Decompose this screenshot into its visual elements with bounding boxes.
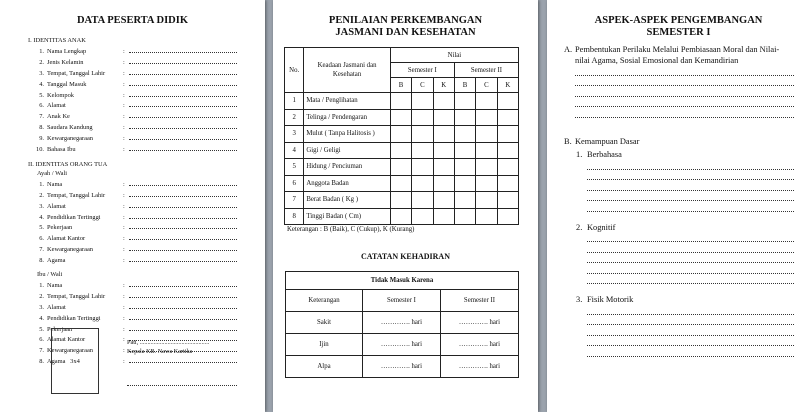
grade-header: B (454, 78, 475, 93)
absence-sem2[interactable]: …………. hari (441, 356, 519, 378)
grade-cell[interactable] (497, 109, 518, 126)
grade-header: K (497, 78, 518, 93)
grade-cell[interactable] (454, 208, 475, 225)
field-blank[interactable] (129, 222, 237, 229)
col-abs-semester-2: Semester II (441, 290, 519, 312)
item-lines[interactable] (587, 232, 794, 285)
field-label: Pekerjaan (47, 325, 73, 333)
field-number: 3. (39, 69, 44, 77)
field-number: 8. (39, 257, 44, 265)
field-label: Alamat (47, 303, 66, 311)
grade-cell[interactable] (454, 93, 475, 110)
catatan-kehadiran-title: CATATAN KEHADIRAN (361, 252, 450, 261)
field-blank[interactable] (129, 201, 237, 208)
field-row (28, 280, 237, 291)
table-row (285, 109, 519, 126)
grade-cell[interactable] (497, 142, 518, 159)
field-row (28, 244, 237, 255)
grade-cell[interactable] (412, 208, 433, 225)
grade-cell[interactable] (454, 109, 475, 126)
absence-reason: Alpa (286, 356, 363, 378)
section-b (564, 137, 794, 146)
field-number: 1. (39, 281, 44, 289)
field-row (28, 313, 237, 324)
grade-cell[interactable] (412, 192, 433, 209)
grade-cell[interactable] (390, 93, 411, 110)
col-abs-semester-1: Semester I (363, 290, 441, 312)
row-number: 8 (285, 208, 304, 225)
absence-header: Tidak Masuk Karena (286, 272, 519, 290)
field-number: 5. (39, 325, 44, 333)
identitas-anak-fields (28, 46, 237, 155)
field-label: Kewarganegaraan (47, 135, 94, 143)
row-number: 4 (285, 142, 304, 159)
field-blank[interactable] (129, 90, 237, 97)
field-label: Nama (47, 281, 63, 289)
row-number: 3 (285, 126, 304, 143)
field-blank[interactable] (129, 255, 237, 262)
field-label: Tempat, Tanggal Lahir (47, 191, 106, 199)
page-data-peserta-didik (0, 0, 265, 412)
field-colon: : (123, 202, 125, 210)
grade-cell[interactable] (454, 126, 475, 143)
field-number: 7. (39, 113, 44, 121)
grade-cell[interactable] (390, 126, 411, 143)
row-number: 1 (285, 93, 304, 110)
photo-label: 3x4 (70, 357, 80, 365)
page-title: DATA PESERTA DIDIK (76, 15, 189, 26)
grade-cell[interactable] (433, 109, 454, 126)
field-label: Anak Ke (47, 113, 70, 121)
field-label: Nama (47, 180, 63, 188)
field-number: 7. (39, 246, 44, 254)
field-label: Tanggal Masuk (47, 80, 87, 88)
absence-table (285, 271, 519, 378)
absence-row (286, 356, 519, 378)
field-blank[interactable] (129, 212, 237, 219)
kemampuan-item (576, 295, 794, 357)
row-number: 7 (285, 192, 304, 209)
field-number: 4. (39, 314, 44, 322)
item-lines[interactable] (587, 159, 794, 212)
field-row (28, 68, 237, 79)
field-colon: : (123, 358, 125, 366)
field-blank[interactable] (129, 356, 237, 363)
field-label: Jenis Kelamin (47, 58, 84, 66)
field-blank[interactable] (129, 57, 237, 64)
item-lines[interactable] (587, 304, 794, 357)
field-blank[interactable] (129, 324, 237, 331)
field-colon: : (123, 180, 125, 188)
table-row (285, 159, 519, 176)
field-colon: : (123, 224, 125, 232)
field-row (28, 46, 237, 57)
field-label: Pendidikan Tertinggi (47, 213, 101, 221)
field-row (28, 190, 237, 201)
field-label: Bahasa Ibu (47, 146, 76, 154)
field-number: 2. (39, 292, 44, 300)
section-a-lines (575, 65, 794, 118)
field-number: 4. (39, 80, 44, 88)
grade-cell[interactable] (476, 192, 497, 209)
row-number: 2 (285, 109, 304, 126)
field-label: Tempat, Tanggal Lahir (47, 292, 106, 300)
row-item: Anggota Badan (304, 175, 390, 192)
field-colon: : (123, 135, 125, 143)
field-label: Alamat Kantor (47, 235, 86, 243)
col-nilai: Nilai (390, 48, 518, 63)
field-blank[interactable] (129, 233, 237, 240)
jasmani-table (284, 47, 519, 225)
field-colon: : (123, 325, 125, 333)
field-blank[interactable] (129, 302, 237, 309)
field-label: Tempat, Tanggal Lahir (47, 69, 106, 77)
field-row (28, 179, 237, 190)
absence-row (286, 312, 519, 334)
field-row (28, 233, 237, 244)
page-title-line2: JASMANI DAN KESEHATAN (335, 27, 476, 38)
row-item: Telinga / Pendengaran (304, 109, 390, 126)
kemampuan-item (576, 150, 794, 212)
item-label: Kognitif (587, 222, 616, 232)
sign-place: Pati, ............................................. (127, 339, 210, 346)
field-label: Alamat (47, 202, 66, 210)
signature-block (127, 338, 209, 356)
field-colon: : (123, 336, 125, 344)
section-identitas-anak-heading: I. IDENTITAS ANAK (28, 37, 86, 44)
field-number: 5. (39, 224, 44, 232)
grade-cell[interactable] (390, 142, 411, 159)
field-blank[interactable] (129, 313, 237, 320)
field-colon: : (123, 191, 125, 199)
absence-reason: Sakit (286, 312, 363, 334)
page-title-line1: ASPEK-ASPEK PENGEMBANGAN (594, 15, 763, 26)
field-colon: : (123, 246, 125, 254)
field-blank[interactable] (129, 280, 237, 287)
field-label: Saudara Kandung (47, 124, 93, 132)
field-number: 2. (39, 58, 44, 66)
field-number: 1. (39, 180, 44, 188)
section-identitas-orang-tua-heading: II. IDENTITAS ORANG TUA (28, 160, 108, 168)
table-row (285, 93, 519, 110)
field-colon: : (123, 292, 125, 300)
field-label: Pekerjaan (47, 224, 73, 232)
grade-cell[interactable] (476, 159, 497, 176)
grade-cell[interactable] (412, 109, 433, 126)
field-colon: : (123, 347, 125, 355)
ayah-fields (28, 179, 237, 266)
col-no: No. (285, 48, 304, 93)
section-b-label: B. (564, 137, 572, 146)
page-title-line2: SEMESTER I (646, 27, 711, 38)
grade-cell[interactable] (497, 126, 518, 143)
field-colon: : (123, 47, 125, 55)
grade-cell[interactable] (433, 159, 454, 176)
field-label: Kewarganegaraan (47, 246, 94, 254)
grade-cell[interactable] (390, 159, 411, 176)
field-colon: : (123, 213, 125, 221)
field-label: Nama Lengkap (47, 47, 87, 55)
grade-cell[interactable] (390, 192, 411, 209)
field-row (28, 144, 237, 155)
field-colon: : (123, 124, 125, 132)
absence-sem1[interactable]: …………. hari (363, 356, 441, 378)
row-item: Hidung / Penciuman (304, 159, 390, 176)
grade-cell[interactable] (412, 142, 433, 159)
field-row (28, 222, 237, 233)
grade-cell[interactable] (497, 93, 518, 110)
field-row (28, 133, 237, 144)
item-number: 2. (576, 222, 583, 232)
kemampuan-item (576, 223, 794, 285)
grade-cell[interactable] (433, 175, 454, 192)
page-aspek-pengembangan (547, 0, 810, 412)
row-item: Gigi / Geligi (304, 142, 390, 159)
field-colon: : (123, 80, 125, 88)
field-colon: : (123, 314, 125, 322)
field-row (28, 255, 237, 266)
field-row (28, 212, 237, 223)
grade-cell[interactable] (476, 175, 497, 192)
table-row (285, 126, 519, 143)
row-number: 6 (285, 175, 304, 192)
grade-cell[interactable] (433, 126, 454, 143)
page-penilaian-jasmani (273, 0, 538, 412)
field-number: 10. (36, 146, 44, 154)
grade-cell[interactable] (497, 159, 518, 176)
grade-cell[interactable] (476, 109, 497, 126)
absence-reason: Ijin (286, 334, 363, 356)
field-row (28, 79, 237, 90)
field-label: Alamat Kantor (47, 336, 86, 344)
field-number: 3. (39, 303, 44, 311)
field-label: Alamat (47, 102, 66, 110)
field-blank[interactable] (129, 68, 237, 75)
item-number: 1. (576, 150, 583, 159)
grade-cell[interactable] (433, 93, 454, 110)
field-row (28, 201, 237, 212)
field-blank[interactable] (129, 122, 237, 129)
field-row (28, 57, 237, 68)
field-colon: : (123, 303, 125, 311)
field-number: 8. (39, 124, 44, 132)
field-blank[interactable] (129, 179, 237, 186)
field-blank[interactable] (129, 244, 237, 251)
field-row (28, 90, 237, 101)
field-number: 7. (39, 347, 44, 355)
field-number: 1. (39, 47, 44, 55)
grade-cell[interactable] (433, 208, 454, 225)
absence-sem1[interactable]: …………. hari (363, 312, 441, 334)
field-blank[interactable] (129, 291, 237, 298)
item-label: Berbahasa (587, 150, 622, 159)
row-item: Mata / Penglihatan (304, 93, 390, 110)
grade-cell[interactable] (412, 126, 433, 143)
field-blank[interactable] (129, 46, 237, 53)
field-label: Kewarganegaraan (47, 347, 94, 355)
grade-cell[interactable] (476, 208, 497, 225)
field-blank[interactable] (129, 100, 237, 107)
field-colon: : (123, 102, 125, 110)
field-colon: : (123, 235, 125, 243)
table-row (285, 175, 519, 192)
field-number: 2. (39, 191, 44, 199)
grade-header: C (412, 78, 433, 93)
field-blank[interactable] (129, 111, 237, 118)
field-blank[interactable] (129, 190, 237, 197)
field-row (28, 122, 237, 133)
grade-cell[interactable] (433, 142, 454, 159)
table-row (285, 208, 519, 225)
field-number: 4. (39, 213, 44, 221)
field-number: 6. (39, 235, 44, 243)
row-item: Berat Badan ( Kg ) (304, 192, 390, 209)
grade-cell[interactable] (454, 142, 475, 159)
col-semester-1: Semester I (390, 63, 454, 78)
field-number: 6. (39, 102, 44, 110)
field-colon: : (123, 58, 125, 66)
grade-cell[interactable] (497, 175, 518, 192)
field-blank[interactable] (129, 79, 237, 86)
keterangan-note: Keterangan : B (Baik), C (Cukup), K (Kurang) (287, 226, 415, 233)
field-label: Pendidikan Tertinggi (47, 314, 101, 322)
grade-cell[interactable] (433, 192, 454, 209)
grade-cell[interactable] (390, 175, 411, 192)
col-semester-2: Semester II (454, 63, 518, 78)
absence-sem2[interactable]: …………. hari (441, 334, 519, 356)
item-label: Fisik Motorik (587, 295, 634, 304)
field-colon: : (123, 113, 125, 121)
field-number: 9. (39, 135, 44, 143)
section-b-items (564, 150, 794, 357)
photo-box (51, 328, 99, 394)
grade-header: C (476, 78, 497, 93)
grade-cell[interactable] (412, 159, 433, 176)
grade-cell[interactable] (412, 175, 433, 192)
row-item: Tinggi Badan ( Cm) (304, 208, 390, 225)
field-number: 3. (39, 202, 44, 210)
absence-sem1[interactable]: …………. hari (363, 334, 441, 356)
field-colon: : (123, 91, 125, 99)
row-number: 5 (285, 159, 304, 176)
field-label: Agama (47, 358, 66, 366)
grade-cell[interactable] (390, 109, 411, 126)
absence-row (286, 334, 519, 356)
field-colon: : (123, 69, 125, 77)
field-colon: : (123, 146, 125, 154)
grade-cell[interactable] (476, 142, 497, 159)
field-blank[interactable] (129, 133, 237, 140)
grade-cell[interactable] (497, 192, 518, 209)
grade-header: B (390, 78, 411, 93)
field-number: 8. (39, 358, 44, 366)
field-colon: : (123, 257, 125, 265)
grade-cell[interactable] (454, 159, 475, 176)
field-row (28, 100, 237, 111)
item-number: 3. (576, 295, 583, 304)
col-keterangan: Keterangan (286, 290, 363, 312)
field-number: 6. (39, 336, 44, 344)
ibu-wali-heading: Ibu / Wali (37, 271, 63, 279)
sign-role: Kepala KB. Nawa Kartika (127, 348, 193, 355)
field-colon: : (123, 281, 125, 289)
signature-line (127, 385, 237, 386)
grade-header: K (433, 78, 454, 93)
grade-cell[interactable] (476, 93, 497, 110)
page-title-line1: PENILAIAN PERKEMBANGAN (328, 15, 483, 26)
grade-cell[interactable] (476, 126, 497, 143)
field-row (28, 302, 237, 313)
grade-cell[interactable] (454, 175, 475, 192)
field-row (28, 111, 237, 122)
field-number: 5. (39, 91, 44, 99)
section-a (564, 45, 794, 118)
row-item: Mulut ( Tanpa Halitosis ) (304, 126, 390, 143)
section-a-label: A. (564, 45, 573, 54)
ayah-wali-heading: Ayah / Wali (37, 169, 68, 177)
col-keadaan: Keadaan Jasmani dan Kesehatan (304, 48, 390, 93)
section-b-text: Kemampuan Dasar (575, 137, 640, 146)
table-row (285, 192, 519, 209)
field-blank[interactable] (129, 144, 237, 151)
table-row (285, 142, 519, 159)
grade-cell[interactable] (454, 192, 475, 209)
section-a-text: Pembentukan Perilaku Melalui Pembiasaan Moral dan Nilai-nilai Agama, Sosial Emosional dan Kemandirian (575, 45, 780, 65)
grade-cell[interactable] (497, 208, 518, 225)
grade-cell[interactable] (412, 93, 433, 110)
field-label: Kelompok (47, 91, 74, 99)
field-label: Agama (47, 257, 66, 265)
grade-cell[interactable] (390, 208, 411, 225)
absence-sem2[interactable]: …………. hari (441, 312, 519, 334)
field-row (28, 291, 237, 302)
